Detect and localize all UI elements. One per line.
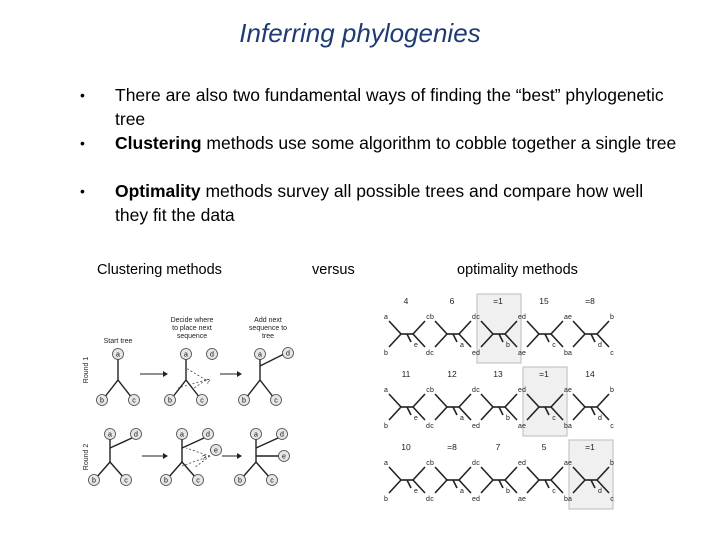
optimality-caption: optimality methods [457,262,578,278]
leaf-label: a [460,488,464,495]
leaf-label: a [460,342,464,349]
leaf-label: b [610,387,614,394]
leaf-label: b [384,423,388,430]
tree-branch [591,334,595,342]
tree-branch [96,462,110,478]
leaf-label: d [472,314,476,321]
tree-branch [110,462,124,478]
node-label: c [196,477,200,485]
node-label: d [134,431,138,439]
leaf-label: d [472,387,476,394]
tree-branch [597,394,609,407]
bullet-item [80,131,680,179]
leaf-label: e [518,460,522,467]
candidate-position [186,368,206,380]
leaf-label: b [430,460,434,467]
tree-branch [527,321,539,334]
tree-branch [459,321,471,334]
leaf-label: c [426,460,430,467]
arrow-head-icon [163,453,168,459]
tree-branch [118,380,132,398]
leaf-label: a [568,350,572,357]
leaf-label: c [476,314,480,321]
node-label: c [124,477,128,485]
bullet-text: There are also two fundamental ways of finding the “best” phylogenetic tree [115,85,664,129]
node-label: d [280,431,284,439]
tree-branch [182,462,196,478]
node-label: e [214,447,218,455]
leaf-label: e [472,350,476,357]
tree-branch [256,462,270,478]
tree-branch [435,467,447,480]
tree-branch [481,467,493,480]
node-label: b [242,397,246,405]
leaf-label: d [472,460,476,467]
leaf-label: b [564,423,568,430]
tree-branch [499,480,503,488]
leaf-label: e [472,496,476,503]
leaf-label: c [552,415,556,422]
start-tree-label: Start tree [103,338,133,345]
tree-branch [407,480,411,488]
leaf-label: b [506,415,510,422]
tree-branch [435,334,447,347]
decide-label: Decide where [170,317,214,324]
tree-score: 10 [401,442,411,452]
leaf-label: d [522,387,526,394]
leaf-label: e [568,460,572,467]
node-label: c [200,397,204,405]
leaf-label: a [384,387,388,394]
tree-branch [260,380,274,398]
bullet-dot-icon: • [80,87,85,103]
tree-branch [527,467,539,480]
tree-branch [573,394,585,407]
tree-branch [182,438,204,448]
tree-score: =1 [539,369,549,379]
tree-score: 14 [585,369,595,379]
add-label: sequence to [248,325,288,332]
tree-branch [172,380,186,398]
tree-branch [435,321,447,334]
node-label: a [184,351,188,359]
tree-branch [389,394,401,407]
tree-branch [435,480,447,493]
leaf-label: b [564,350,568,357]
tree-branch [435,407,447,420]
node-label: a [254,431,258,439]
leaf-label: e [568,387,572,394]
leaf-label: e [414,488,418,495]
bullet-dot-icon: • [80,183,85,199]
tree-score: 12 [447,369,457,379]
tree-branch [459,467,471,480]
node-label: a [258,351,262,359]
leaf-label: a [518,350,522,357]
tree-branch [499,407,503,415]
tree-branch [573,407,585,420]
leaf-label: a [518,423,522,430]
node-label: b [168,397,172,405]
leaf-label: a [568,423,572,430]
leaf-label: a [384,460,388,467]
leaf-label: c [430,350,434,357]
leaf-label: b [610,460,614,467]
bullet-dot-icon: • [80,135,85,151]
tree-branch [246,380,260,398]
leaf-label: d [426,350,430,357]
tree-branch [481,480,493,493]
decide-label: sequence [176,333,208,340]
leaf-label: a [518,496,522,503]
node-label: a [108,431,112,439]
leaf-label: a [568,496,572,503]
leaf-label: d [426,423,430,430]
tree-score: =8 [447,442,457,452]
bullet-item [80,83,680,131]
tree-branch [573,321,585,334]
tree-branch [505,394,517,407]
leaf-label: e [522,423,526,430]
tree-branch [527,334,539,347]
leaf-label: c [426,314,430,321]
clustering-caption: Clustering methods [97,262,222,278]
node-label: b [164,477,168,485]
bullet-bold-term: Clustering [115,133,202,153]
tree-branch [110,438,132,448]
tree-branch [242,462,256,478]
leaf-label: c [476,460,480,467]
leaf-label: d [426,496,430,503]
tree-score: =8 [585,296,595,306]
tree-branch [389,334,401,347]
tree-branch [597,321,609,334]
leaf-label: d [476,496,480,503]
tree-score: 6 [449,296,455,306]
leaf-label: d [476,423,480,430]
leaf-label: e [414,342,418,349]
candidate-position [186,448,210,456]
tree-score: 13 [493,369,503,379]
leaf-label: d [476,350,480,357]
arrow-head-icon [163,371,168,377]
leaf-label: c [610,350,614,357]
leaf-label: b [430,314,434,321]
question-mark: ? [206,379,210,386]
leaf-label: b [384,496,388,503]
tree-branch [168,462,182,478]
leaf-label: a [564,387,568,394]
tree-branch [407,334,411,342]
bullet-bold-term: Optimality [115,181,201,201]
optimality-grid [384,292,620,520]
arrow-head-icon [237,371,242,377]
tree-branch [389,467,401,480]
candidate-position [194,380,206,388]
tree-branch [413,321,425,334]
leaf-label: e [414,415,418,422]
node-label: c [270,477,274,485]
leaf-label: c [610,496,614,503]
decide-label: to place next [172,325,212,332]
node-label: b [238,477,242,485]
tree-branch [453,407,457,415]
add-label: Add next [254,317,282,324]
tree-branch [389,321,401,334]
leaf-label: e [522,350,526,357]
leaf-label: e [518,387,522,394]
tree-branch [527,480,539,493]
tree-score: 5 [541,442,547,452]
row-label-round-2: Round 2 [83,443,90,471]
slide-title: Inferring phylogenies [239,18,481,48]
leaf-label: b [506,342,510,349]
leaf-label: c [610,423,614,430]
leaf-label: a [460,415,464,422]
tree-score: 4 [403,296,409,306]
tree-branch [453,480,457,488]
node-label: d [210,351,214,359]
leaf-label: c [552,488,556,495]
bullet-text: methods use some algorithm to cobble together a single tree [201,133,677,153]
tree-branch [435,394,447,407]
arrow-head-icon [237,453,242,459]
tree-branch [591,407,595,415]
tree-branch [413,467,425,480]
tree-branch [481,394,493,407]
node-label: a [116,351,120,359]
node-label: b [100,397,104,405]
tree-branch [551,321,563,334]
leaf-label: c [552,342,556,349]
leaf-label: e [518,314,522,321]
tree-branch [453,334,457,342]
versus-caption: versus [312,262,355,278]
tree-branch [459,394,471,407]
leaf-label: e [472,423,476,430]
tree-score: 15 [539,296,549,306]
leaf-label: e [522,496,526,503]
leaf-label: e [568,314,572,321]
tree-branch [413,394,425,407]
leaf-label: c [426,387,430,394]
tree-branch [389,407,401,420]
node-label: c [132,397,136,405]
leaf-label: a [384,314,388,321]
leaf-label: d [598,342,602,349]
bullet-list [80,83,680,227]
tree-score: 7 [495,442,501,452]
leaf-label: b [506,488,510,495]
tree-branch [545,480,549,488]
tree-branch [545,334,549,342]
leaf-label: c [430,496,434,503]
leaf-label: b [384,350,388,357]
tree-branch [256,438,278,448]
leaf-label: c [430,423,434,430]
clustering-figure [82,310,302,492]
node-label: e [282,453,286,461]
bullet-text: methods survey all possible trees and compare how well they fit the data [115,181,644,225]
node-label: c [274,397,278,405]
tree-score: =1 [493,296,503,306]
tree-branch [389,480,401,493]
leaf-label: a [564,460,568,467]
tree-branch [481,407,493,420]
tree-score: =1 [585,442,595,452]
leaf-label: d [598,488,602,495]
node-label: b [92,477,96,485]
leaf-label: a [564,314,568,321]
leaf-label: d [522,314,526,321]
tree-score: 11 [401,369,411,379]
tree-branch [551,467,563,480]
leaf-label: b [610,314,614,321]
row-label-round-1: Round 1 [83,356,90,384]
tree-branch [407,407,411,415]
leaf-label: d [598,415,602,422]
bullet-item [80,179,680,227]
tree-branch [505,467,517,480]
node-label: d [206,431,210,439]
add-label: tree [261,333,275,340]
tree-branch [573,334,585,347]
leaf-label: c [476,387,480,394]
leaf-label: b [564,496,568,503]
node-label: a [180,431,184,439]
node-label: d [286,350,290,358]
leaf-label: d [522,460,526,467]
leaf-label: b [430,387,434,394]
tree-branch [104,380,118,398]
question-mark: ? [202,455,206,462]
